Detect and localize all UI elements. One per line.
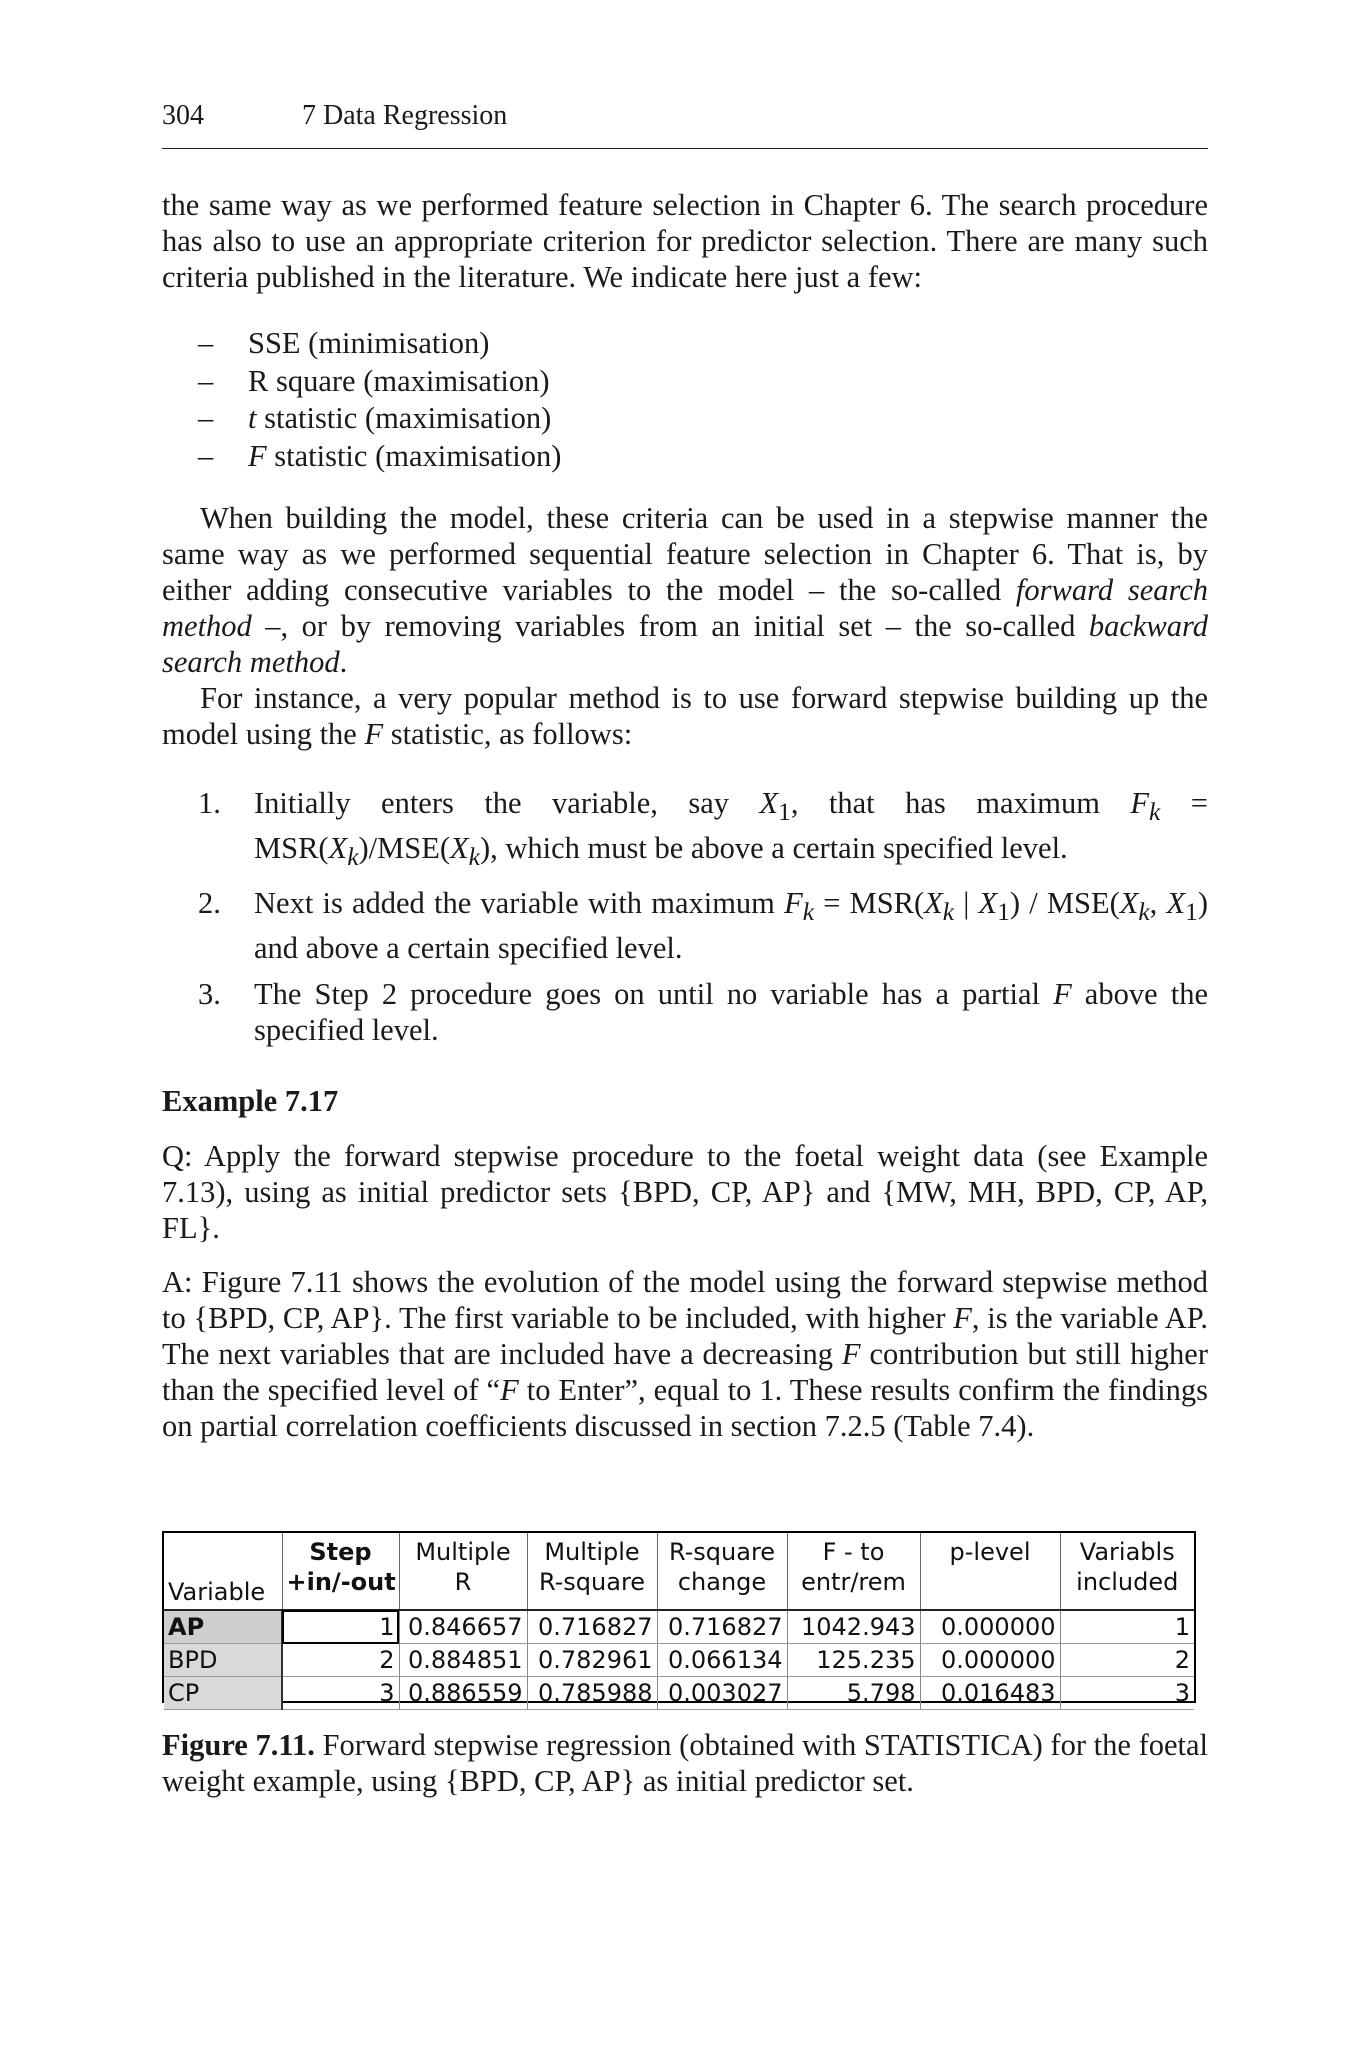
cell-multiple-r-square[interactable]: 0.782961 <box>527 1644 657 1677</box>
example-answer: A: Figure 7.11 shows the evolution of the model using the forward stepwise method to {BPD, CP, AP}. The first variable to be included, with higher F, is the variable AP. The next variables that are included have a decreasing F contribution but still higher than the specified level of “F to Enter”, equal to 1. These results confirm the findings on partial correlation coefficients discussed in section 7.2.5 (Table 7.4). <box>162 1265 1208 1443</box>
cell-r-square-change[interactable]: 0.716827 <box>657 1610 787 1644</box>
row-header[interactable]: AP <box>164 1610 282 1644</box>
cell-multiple-r[interactable]: 0.886559 <box>399 1677 527 1710</box>
stepwise-table <box>164 1533 1194 1710</box>
cell-variables-included[interactable]: 2 <box>1060 1644 1194 1677</box>
step-item: 3. The Step 2 procedure goes on until no variable has a partial F above the specified level. <box>198 977 1208 1048</box>
cell-variables-included[interactable]: 3 <box>1060 1677 1194 1710</box>
cell-multiple-r[interactable]: 0.884851 <box>399 1644 527 1677</box>
criteria-list <box>162 325 1208 475</box>
cell-f-to-entr-rem[interactable]: 1042.943 <box>787 1610 920 1644</box>
step-item: 2. Next is added the variable with maximum $F_k = MSR(X_k$ | $X_1) / MSE(X_k$, $X_1$) and above a certain specified level. <box>198 886 1208 966</box>
col-header-f-to-entr-rem[interactable]: F - to entr/rem <box>787 1533 920 1610</box>
method-paragraphs <box>162 500 1208 752</box>
cell-step[interactable]: 1 <box>282 1610 399 1644</box>
table-row[interactable] <box>164 1677 1194 1710</box>
cell-step[interactable]: 3 <box>282 1677 399 1710</box>
cell-multiple-r[interactable]: 0.846657 <box>399 1610 527 1644</box>
cell-p-level[interactable]: 0.016483 <box>920 1677 1060 1710</box>
cell-p-level[interactable]: 0.000000 <box>920 1644 1060 1677</box>
col-header-variable[interactable]: Variable <box>164 1533 282 1610</box>
criterion-item: – t statistic (maximisation) <box>198 401 552 435</box>
running-header <box>162 98 1208 149</box>
table-header-row <box>164 1533 1194 1610</box>
row-header[interactable]: CP <box>164 1677 282 1710</box>
page-number: 304 <box>162 100 204 131</box>
example-question: Q: Apply the forward stepwise procedure to the foetal weight data (see Example 7.13), using as initial predictor sets {BPD, CP, AP} and {MW, MH, BPD, CP, AP, FL}. <box>162 1139 1208 1245</box>
procedure-steps <box>162 785 1208 1048</box>
chapter-title: 7 Data Regression <box>302 100 508 131</box>
cell-f-to-entr-rem[interactable]: 125.235 <box>787 1644 920 1677</box>
criterion-item: – F statistic (maximisation) <box>198 438 562 473</box>
col-header-multiple-r-square[interactable]: Multiple R-square <box>527 1533 657 1610</box>
step-item: 1. Initially enters the variable, say $X_1$, that has maximum $F_k = MSR(X_k)/MSE(X_k)$, which must be above a certain specified level. <box>198 786 1208 872</box>
cell-p-level[interactable]: 0.000000 <box>920 1610 1060 1644</box>
col-header-p-level[interactable]: p-level <box>920 1533 1060 1610</box>
col-header-variables-included[interactable]: Variabls included <box>1060 1533 1194 1610</box>
building-paragraph: When building the model, these criteria can be used in a stepwise manner the same way as we performed sequential feature selection in Chapter 6. That is, by either adding consecutive variables to the model – the so-called forward search method –, or by removing variables from an initial set – the so-called backward search method. <box>162 501 1209 679</box>
row-header[interactable]: BPD <box>164 1644 282 1677</box>
criterion-item: – R square (maximisation) <box>198 363 550 398</box>
cell-f-to-entr-rem[interactable]: 5.798 <box>787 1677 920 1710</box>
cell-r-square-change[interactable]: 0.066134 <box>657 1644 787 1677</box>
stepwise-results-spreadsheet <box>162 1531 1196 1707</box>
cell-multiple-r-square[interactable]: 0.785988 <box>527 1677 657 1710</box>
cell-r-square-change[interactable]: 0.003027 <box>657 1677 787 1710</box>
intro-paragraph: the same way as we performed feature selection in Chapter 6. The search procedure has also to use an appropriate criterion for predictor selection. There are many such criteria published in the literature. We indicate here just a few: <box>162 188 1208 294</box>
criterion-item: – SSE (minimisation) <box>198 326 490 360</box>
col-header-multiple-r[interactable]: Multiple R <box>399 1533 527 1610</box>
table-row[interactable] <box>164 1644 1194 1677</box>
instance-paragraph: For instance, a very popular method is to use forward stepwise building up the model using the F statistic, as follows: <box>162 681 1208 751</box>
example-heading: Example 7.17 <box>162 1084 339 1118</box>
cell-variables-included[interactable]: 1 <box>1060 1610 1194 1644</box>
table-row[interactable] <box>164 1610 1194 1644</box>
cell-step[interactable]: 2 <box>282 1644 399 1677</box>
cell-multiple-r-square[interactable]: 0.716827 <box>527 1610 657 1644</box>
col-header-r-square-change[interactable]: R-square change <box>657 1533 787 1610</box>
col-header-step[interactable]: Step +in/-out <box>282 1533 399 1610</box>
figure-caption: Figure 7.11. Forward stepwise regression (obtained with STATISTICA) for the foetal weight example, using {BPD, CP, AP} as initial predictor set. <box>162 1728 1208 1798</box>
